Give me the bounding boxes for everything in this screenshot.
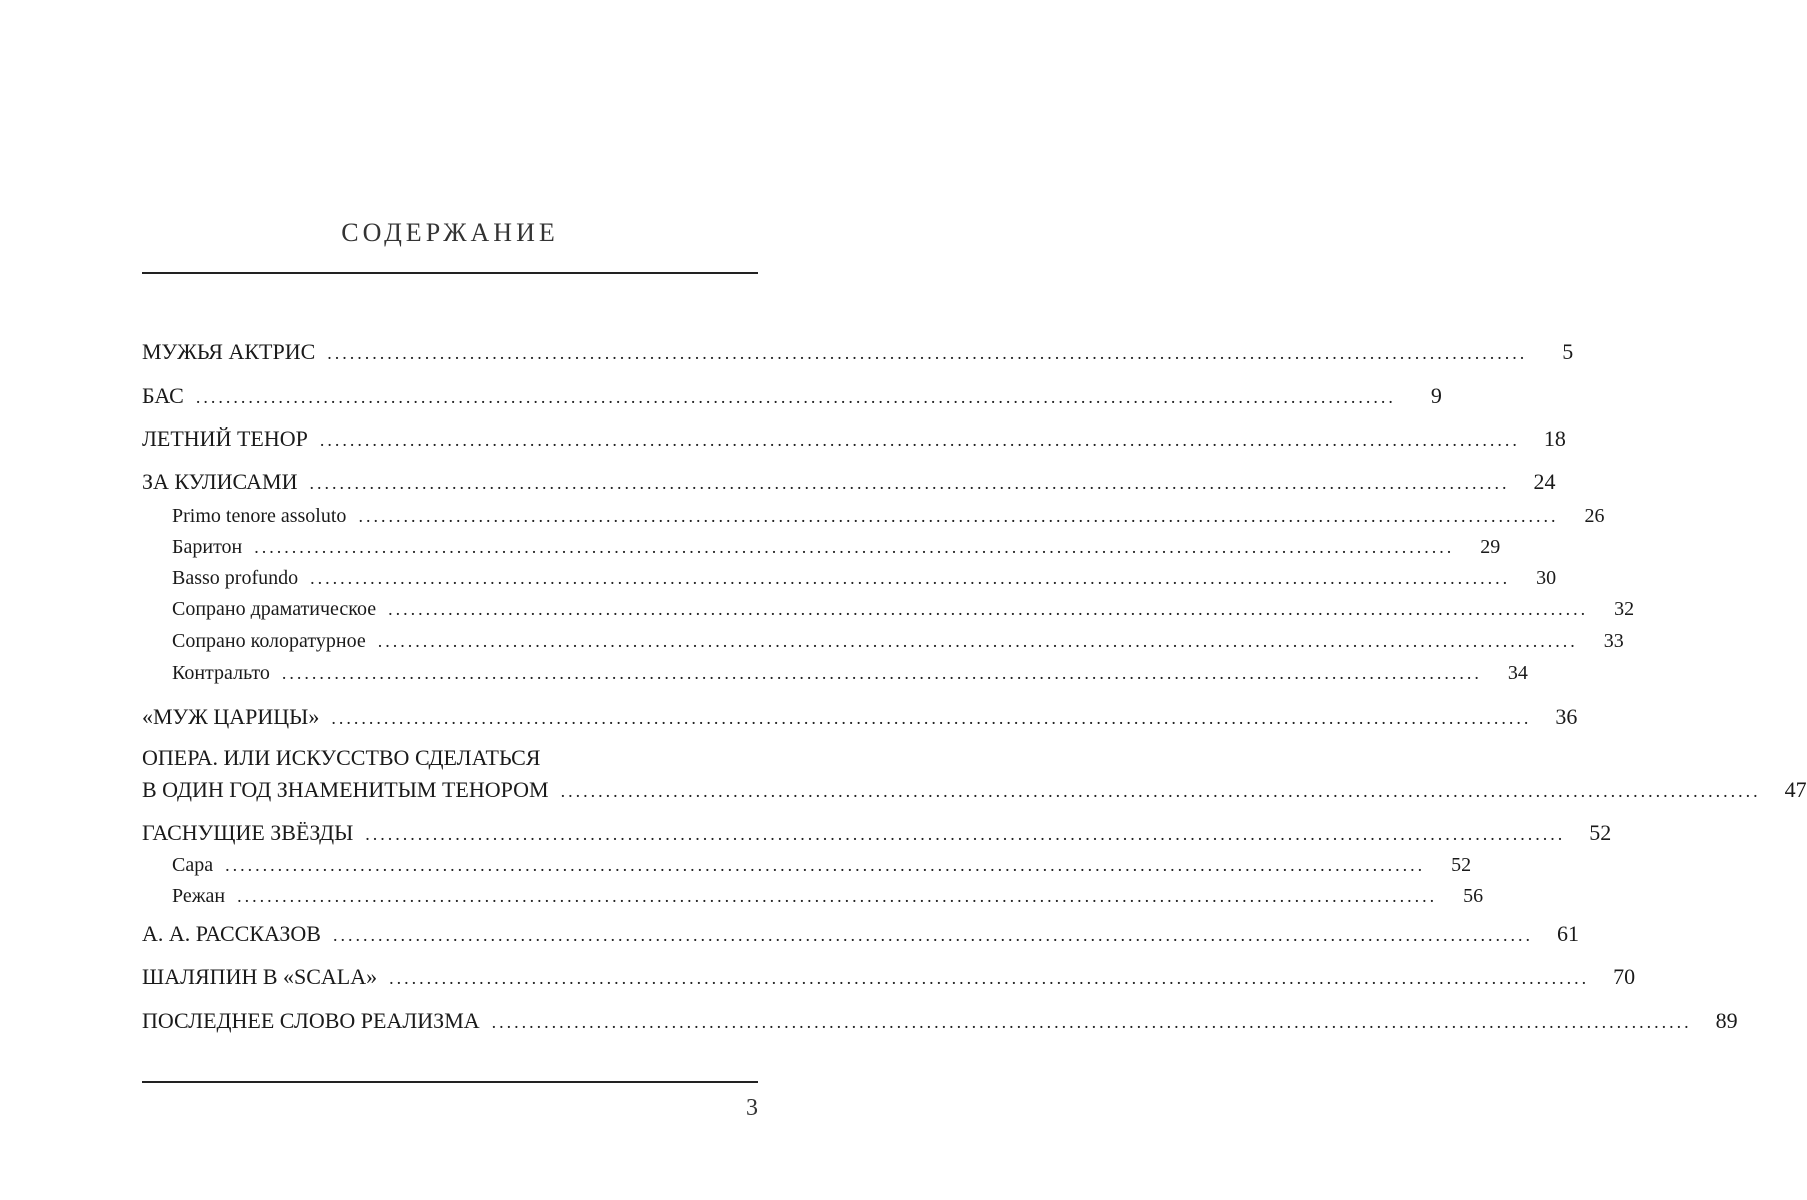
toc-leader-dots: ................................................................................................................................................................ bbox=[237, 886, 1438, 906]
toc-entry bbox=[142, 381, 1442, 411]
toc-entry-page: 52 bbox=[1451, 854, 1472, 876]
toc-entry-page: 36 bbox=[1555, 704, 1578, 729]
toc-entry-title: В ОДИН ГОД ЗНАМЕНИТЫМ ТЕНОРОМ bbox=[142, 777, 549, 802]
toc-entry-title: А. А. РАССКАЗОВ bbox=[142, 921, 321, 946]
toc-entry-page: 56 bbox=[1463, 885, 1484, 907]
toc-leader-dots: ................................................................................................................................................................ bbox=[309, 473, 1510, 493]
toc-entry-page: 30 bbox=[1536, 567, 1557, 589]
toc-entry-title: Сара bbox=[172, 854, 214, 876]
toc-entry-page: 61 bbox=[1556, 921, 1579, 946]
toc-entry-page: 47 bbox=[1784, 777, 1807, 802]
toc-leader-dots: ................................................................................................................................................................ bbox=[331, 708, 1532, 728]
toc-entry-title: Basso profundo bbox=[172, 567, 299, 589]
toc-entry-page: 9 bbox=[1430, 383, 1442, 408]
toc-leader-dots: ................................................................................................................................................................ bbox=[560, 781, 1761, 801]
toc-entry-title: БАС bbox=[142, 383, 184, 408]
toc-entry bbox=[142, 919, 1579, 949]
toc-leader-dots: ................................................................................................................................................................ bbox=[195, 387, 1396, 407]
toc-entry bbox=[142, 1006, 1738, 1036]
toc-entry-page: 33 bbox=[1603, 630, 1624, 652]
toc-leader-dots: ................................................................................................................................................................ bbox=[491, 1012, 1692, 1032]
toc-subentry bbox=[172, 563, 1557, 593]
toc-leader-dots: ................................................................................................................................................................ bbox=[358, 506, 1559, 526]
toc-leader-dots: ................................................................................................................................................................ bbox=[310, 568, 1511, 588]
toc-entry-page: 18 bbox=[1543, 426, 1566, 451]
toc-entry-title: Баритон bbox=[172, 536, 243, 558]
toc-entry-title: ПОСЛЕДНЕЕ СЛОВО РЕАЛИЗМА bbox=[142, 1008, 480, 1033]
toc-entry-page: 32 bbox=[1614, 598, 1635, 620]
toc-entry bbox=[142, 775, 1807, 805]
toc-leader-dots: ................................................................................................................................................................ bbox=[225, 855, 1426, 875]
toc-entry-title: Режан bbox=[172, 885, 226, 907]
toc-leader-dots: ................................................................................................................................................................ bbox=[365, 824, 1566, 844]
toc-entry-page: 5 bbox=[1562, 339, 1574, 364]
toc-leader-dots: ................................................................................................................................................................ bbox=[388, 599, 1589, 619]
toc-entry-title: МУЖЬЯ АКТРИС bbox=[142, 339, 316, 364]
toc-entry-title: Сопрано драматическое bbox=[172, 598, 377, 620]
toc-entry-title: ЗА КУЛИСАМИ bbox=[142, 469, 298, 494]
bottom-rule bbox=[142, 1081, 758, 1083]
toc-entry bbox=[142, 467, 1556, 497]
top-rule bbox=[142, 272, 758, 274]
toc-entry bbox=[142, 702, 1578, 732]
toc-leader-dots: ................................................................................................................................................................ bbox=[254, 537, 1455, 557]
toc-subentry bbox=[172, 658, 1528, 688]
toc-subentry bbox=[172, 881, 1484, 911]
toc-leader-dots: ................................................................................................................................................................ bbox=[332, 925, 1533, 945]
toc-subentry bbox=[172, 532, 1501, 562]
toc-leader-dots: ................................................................................................................................................................ bbox=[377, 631, 1578, 651]
toc-subentry bbox=[172, 626, 1624, 656]
toc-leader-dots: ................................................................................................................................................................ bbox=[389, 968, 1590, 988]
toc-entry bbox=[142, 337, 1574, 367]
toc-entry-page: 89 bbox=[1715, 1008, 1738, 1033]
toc-entry-title: Primo tenore assoluto bbox=[172, 505, 347, 527]
toc-entry-title: ЛЕТНИЙ ТЕНОР bbox=[142, 426, 308, 451]
toc-leader-dots: ................................................................................................................................................................ bbox=[281, 663, 1482, 683]
toc-entry-title: Сопрано колоратурное bbox=[172, 630, 366, 652]
toc-entry-page: 34 bbox=[1507, 662, 1528, 684]
toc-entry bbox=[142, 424, 1566, 454]
toc-subentry bbox=[172, 850, 1472, 880]
toc-entry-title: ГАСНУЩИЕ ЗВЁЗДЫ bbox=[142, 820, 354, 845]
toc-subentry bbox=[172, 501, 1605, 531]
toc-entry-page: 24 bbox=[1533, 469, 1556, 494]
toc-entry-page: 70 bbox=[1613, 964, 1636, 989]
page-title: СОДЕРЖАНИЕ bbox=[341, 218, 559, 247]
toc-entry-page: 52 bbox=[1589, 820, 1612, 845]
toc-entry-page: 26 bbox=[1584, 505, 1605, 527]
toc-entry bbox=[142, 818, 1612, 848]
toc-entry-title: ШАЛЯПИН В «SCALA» bbox=[142, 964, 378, 989]
toc-leader-dots: ................................................................................................................................................................ bbox=[319, 430, 1520, 450]
toc-subentry bbox=[172, 594, 1635, 624]
toc-entry-title: «МУЖ ЦАРИЦЫ» bbox=[142, 704, 320, 729]
toc-entry bbox=[142, 962, 1636, 992]
toc-entry-title: Контральто bbox=[172, 662, 270, 684]
toc-leader-dots: ................................................................................................................................................................ bbox=[327, 343, 1528, 363]
toc-entry-page: 29 bbox=[1480, 536, 1501, 558]
toc-entry-title-line1: ОПЕРА. ИЛИ ИСКУССТВО СДЕЛАТЬСЯ bbox=[142, 745, 541, 770]
page-number: 3 bbox=[746, 1095, 758, 1121]
